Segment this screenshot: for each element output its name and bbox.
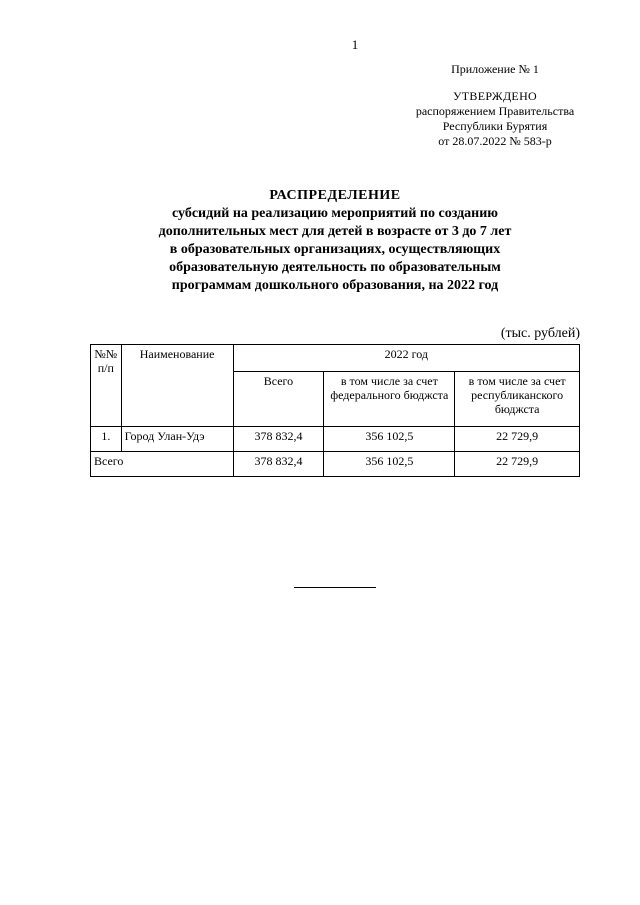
approval-line-2: Республики Бурятия xyxy=(442,119,548,133)
distribution-table xyxy=(90,344,580,477)
cell-name: Город Улан-Удэ xyxy=(121,427,233,452)
table-row xyxy=(91,427,580,452)
title-line-2: дополнительных мест для детей в возрасте от 3 до 7 лет xyxy=(158,224,512,239)
approval-line-1: распоряжением Правительства xyxy=(415,104,575,118)
footer-divider xyxy=(294,587,376,588)
approved-label: УТВЕРЖДЕНО xyxy=(452,89,537,103)
cell-total: 378 832,4 xyxy=(233,427,324,452)
total-label: Всего xyxy=(91,452,234,477)
total-sum: 378 832,4 xyxy=(233,452,324,477)
header-federal: в том числе за счет федерального бюджста xyxy=(324,372,455,427)
cell-federal: 356 102,5 xyxy=(324,427,455,452)
title-main: РАСПРЕДЕЛЕНИЕ xyxy=(269,188,401,203)
total-federal: 356 102,5 xyxy=(324,452,455,477)
title-line-5: программам дошкольного образования, на 2022 год xyxy=(171,278,499,293)
page-number: 1 xyxy=(351,37,359,52)
table-header-row xyxy=(91,345,580,372)
table-total-row xyxy=(91,452,580,477)
title-line-3: в образовательных организациях, осуществляющих xyxy=(169,242,501,257)
header-republic: в том числе за счет республиканского бюджста xyxy=(455,372,580,427)
cell-number: 1. xyxy=(91,427,122,452)
title-line-4: образовательную деятельность по образовательным xyxy=(169,260,501,275)
header-total: Всего xyxy=(233,372,324,427)
approval-block xyxy=(400,62,590,149)
header-number: №№ п/п xyxy=(91,345,122,427)
units-label: (тыс. рублей) xyxy=(500,326,580,341)
appendix-label: Приложение № 1 xyxy=(451,62,539,76)
total-republic: 22 729,9 xyxy=(455,452,580,477)
header-year: 2022 год xyxy=(233,345,579,372)
document-title xyxy=(90,187,580,295)
cell-republic: 22 729,9 xyxy=(455,427,580,452)
title-line-1: субсидий на реализацию мероприятий по созданию xyxy=(171,206,498,221)
header-name: Наименование xyxy=(121,345,233,427)
approval-line-3: от 28.07.2022 № 583-р xyxy=(438,134,552,148)
